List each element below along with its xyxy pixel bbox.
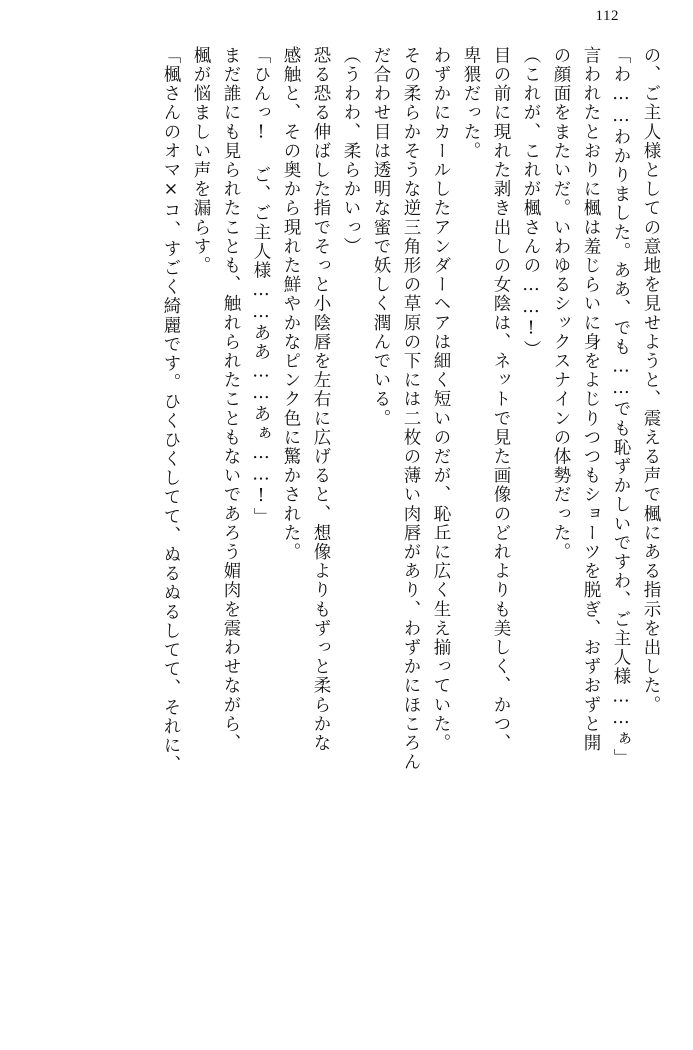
text-line: わずかにカールしたアンダーヘアは細く短いのだが、恥丘に広く生え揃っていた。 xyxy=(431,46,451,753)
text-line: 楓が悩ましい声を漏らす。 xyxy=(191,46,211,276)
text-line: 言われたとおりに楓は羞じらいに身をよじりつつもショーツを脱ぎ、おずおずと開 xyxy=(581,46,601,753)
page-number: 112 xyxy=(595,8,619,24)
text-line: まだ誰にも見られたことも、触れられたこともないであろう媚肉を震わせながら、 xyxy=(221,46,241,753)
text-line: （これが、これが楓さんの……!） xyxy=(521,46,541,360)
text-line: の顔面をまたいだ。いわゆるシックスナインの体勢だった。 xyxy=(551,46,571,562)
text-line: 「わ……わかりました。ああ、でも……でも恥ずかしいですわ、ご主人様……ぁ」 xyxy=(611,46,631,768)
text-line: 「ひんっ! ご、ご主人様……ああ……あぁ……!」 xyxy=(251,46,271,527)
text-line: だ合わせ目は透明な蜜で妖しく潤んでいる。 xyxy=(371,46,391,428)
text-line: 恐る恐る伸ばした指でそっと小陰唇を左右に広げると、想像よりもずっと柔らかな xyxy=(311,46,331,753)
text-line: （うわわ、柔らかいっ） xyxy=(341,46,361,257)
text-line: 感触と、その奥から現れた鮮やかなピンク色に驚かされた。 xyxy=(281,46,301,562)
text-line: 卑猥だった。 xyxy=(461,46,481,161)
text-line: の、ご主人様としての意地を見せようと、震える声で楓にある指示を出した。 xyxy=(641,46,661,715)
text-line: 目の前に現れた剥き出しの女陰は、ネットで見た画像のどれよりも美しく、かつ、 xyxy=(491,46,511,753)
text-line: 「楓さんのオマ×コ、すごく綺麗です。ひくひくしてて、ぬるぬるしてて、それに、 xyxy=(161,46,181,775)
text-line: その柔らかそうな逆三角形の草原の下には二枚の薄い肉唇があり、わずかにほころん xyxy=(401,46,421,772)
body-text-block xyxy=(34,46,659,976)
